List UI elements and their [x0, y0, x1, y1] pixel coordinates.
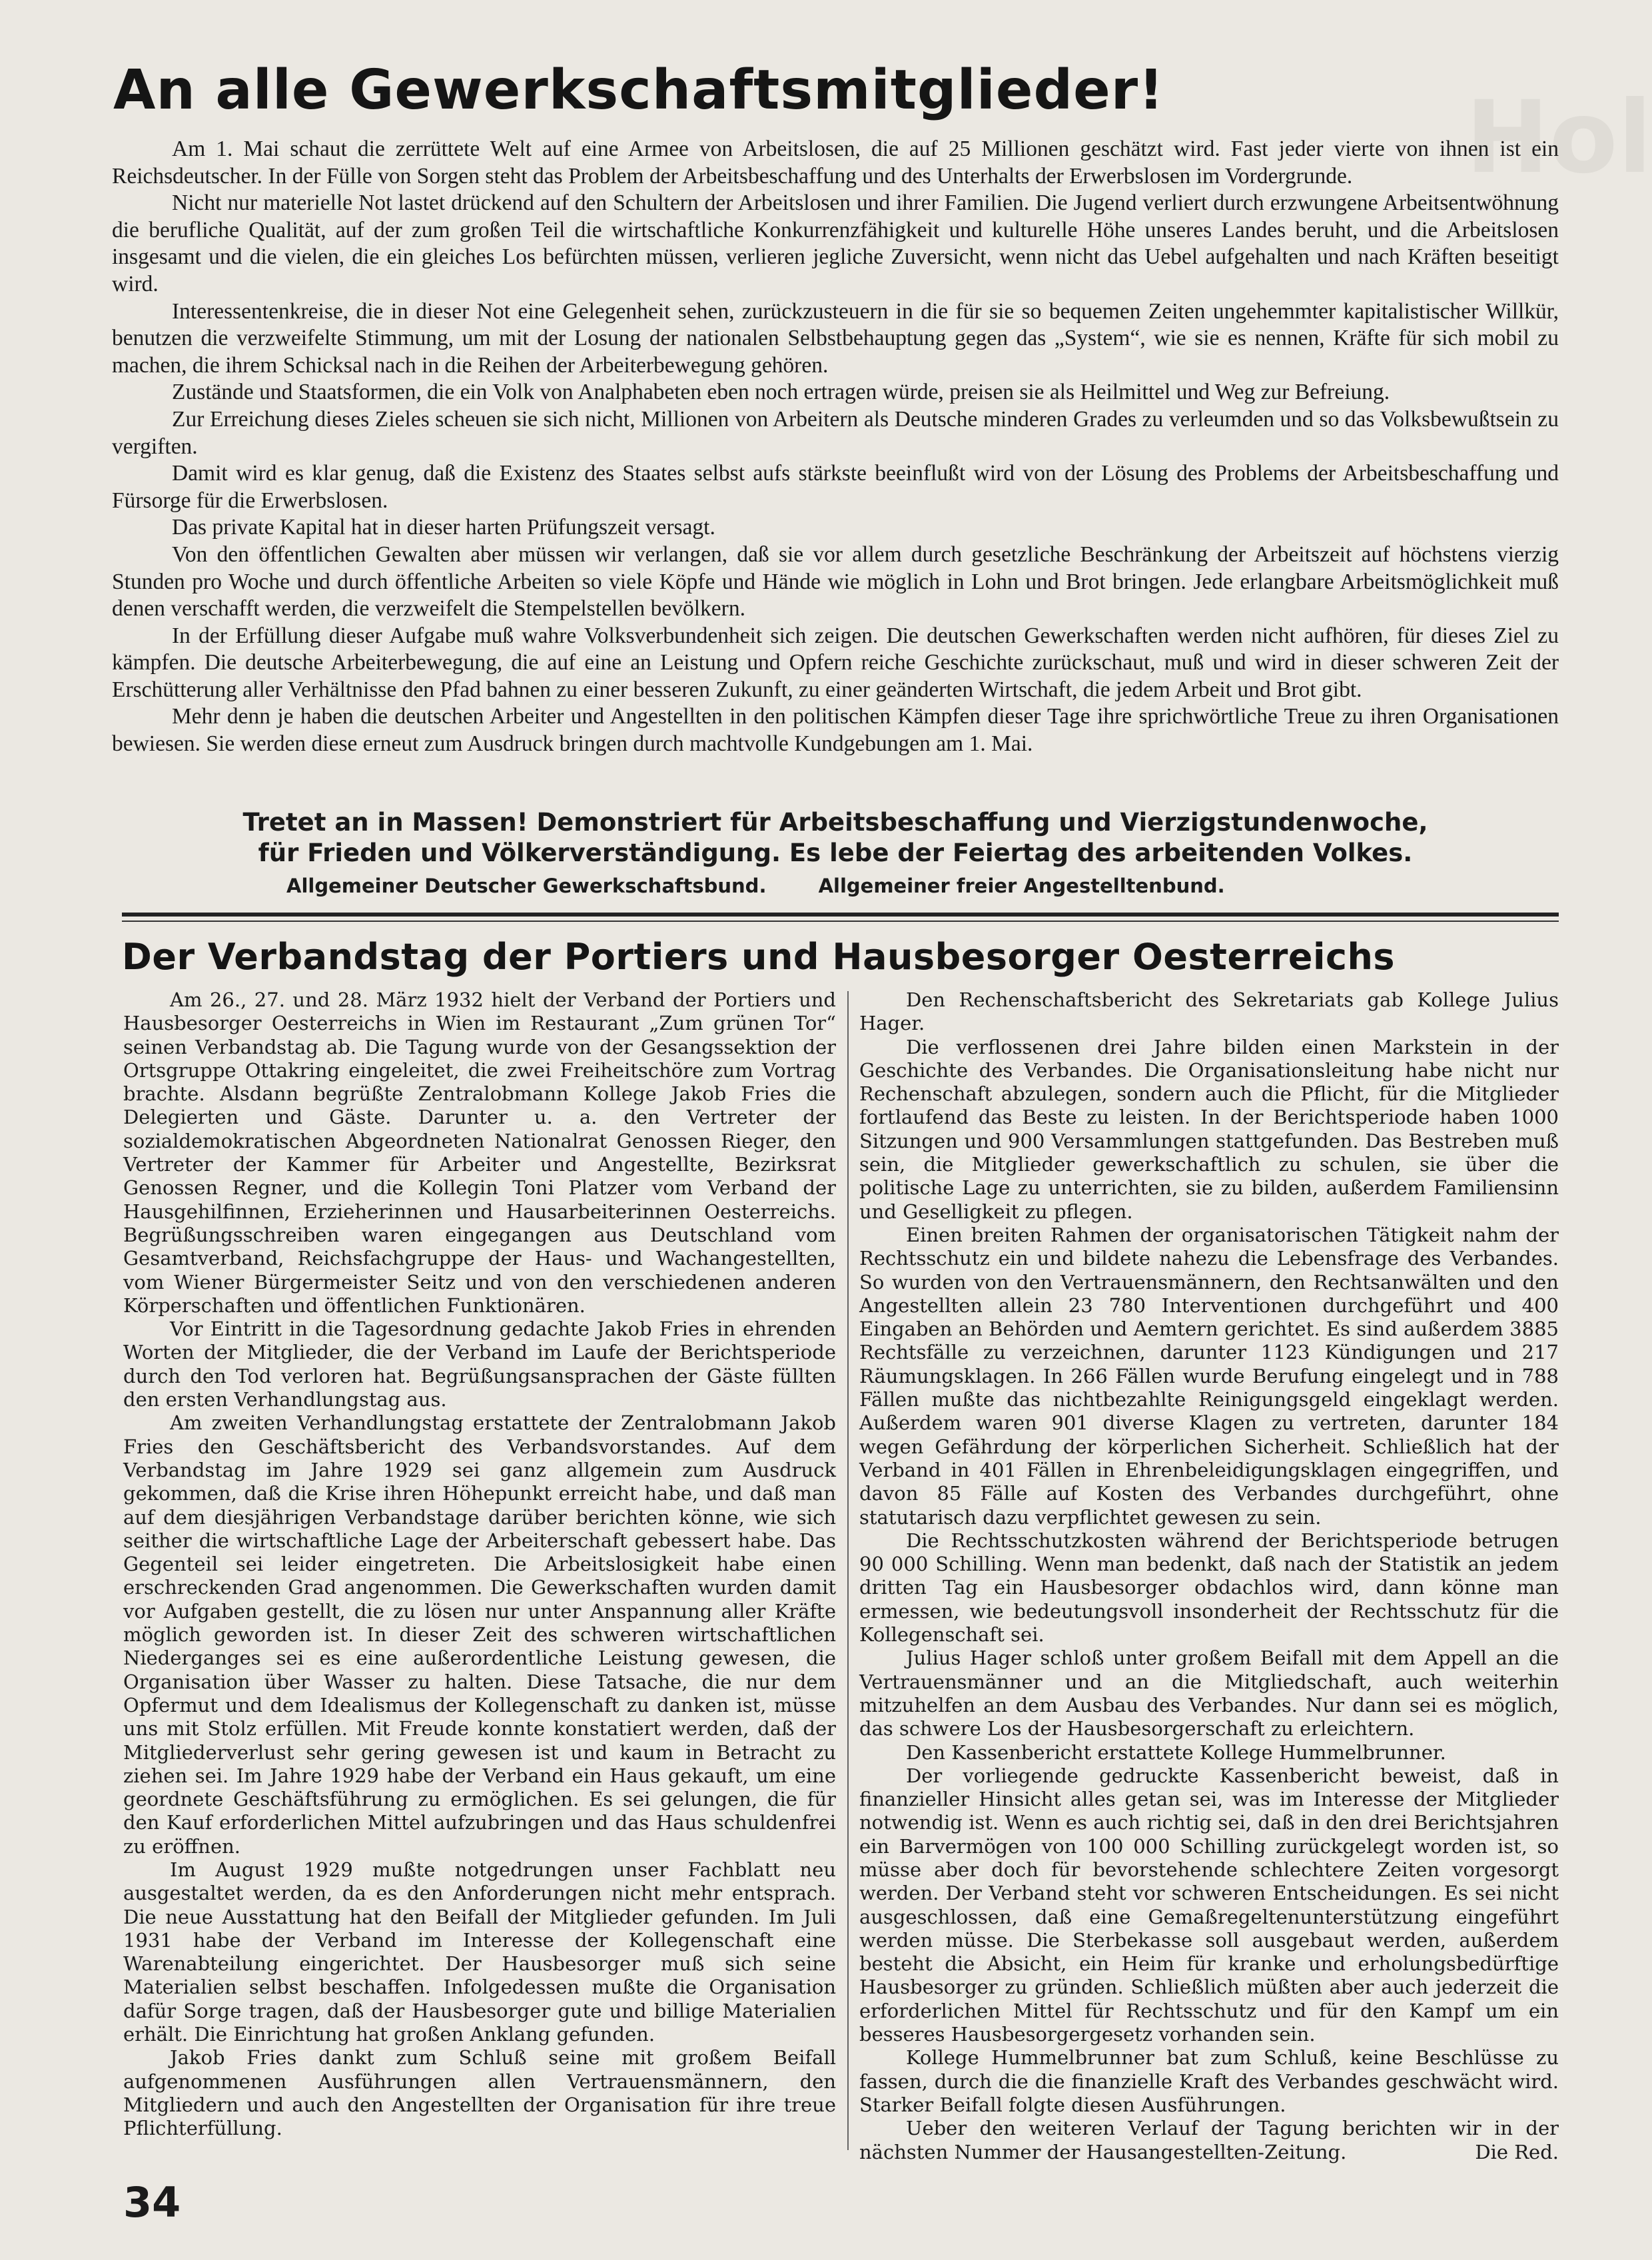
report-paragraph-closing [859, 2117, 1559, 2164]
appeal-paragraph: Nicht nur materielle Not lastet drückend auf den Schultern der Arbeitslosen und ihrer Familien. Die Jugend verliert durch erzwungene Arbeitsentwöhnung die berufliche Qualität, auf der zum großen Teil die wirtschaftliche Konkurrenzfähigkeit und kulturelle Höhe unseres Landes beruht, und die Arbeitslosen insgesamt und die vielen, die ein gleiches Los befürchten müssen, verlieren jegliche Zuversicht, wenn nicht das Uebel aufgehalten und nach Kräften beseitigt wird. [112, 190, 1559, 296]
page-number: 34 [123, 2178, 181, 2227]
article-headline: An alle Gewerkschaftsmitglieder! [113, 59, 1164, 122]
report-paragraph: Am zweiten Verhandlungstag erstattete der Zentralobmann Jakob Fries den Geschäftsbericht des Verbandsvorstandes. Auf dem Verbandstag im Jahre 1929 sei ganz allgemein zum Ausdruck gekommen, daß die Krise ihren Höhepunkt erreicht habe, und daß man auf dem diesjährigen Verbandstage darüber berichten könne, wie sich seither die wirtschaftliche Lage der Arbeiterschaft gebessert habe. Das Gegenteil sei leider eingetreten. Die Arbeitslosigkeit habe einen erschreckenden Grad angenommen. Die Gewerkschaften wurden damit vor Aufgaben gestellt, die zu lösen nur unter Anspannung aller Kräfte möglich geworden ist. In dieser Zeit des schweren wirtschaftlichen Niederganges sei es eine außerordentliche Leistung gewesen, die Organisation über Wasser zu halten. Diese Tatsache, die nur dem Opfermut und dem Idealismus der Kollegenschaft zu danken ist, müsse uns mit Stolz erfüllen. Mit Freude konnte konstatiert werden, daß der Mitgliederverlust sehr gering gewesen ist und kaum in Betracht zu ziehen sei. Im Jahre 1929 habe der Verband ein Haus gekauft, um eine geordnete Geschäftsführung zu ermöglichen. Es sei gelungen, die für den Kauf erforderlichen Mittel aufzubringen und das Haus schuldenfrei zu eröffnen. [123, 1411, 836, 1858]
signer-afa: Allgemeiner freier Angestelltenbund. [818, 875, 1225, 897]
closing-text: Ueber den weiteren Verlauf der Tagung berichten wir in der nächsten Nummer der Hausangestellten-Zeitung. [859, 2117, 1559, 2163]
report-paragraph: Die Rechtsschutzkosten während der Berichtsperiode betrugen 90 000 Schilling. Wenn man bedenkt, daß nach der Statistik an jedem dritten Tag ein Hausbesorger obdachlos wird, dann könne man ermessen, wie bedeutungsvoll insonderheit der Rechtsschutz für die Kollegenschaft sei. [859, 1529, 1559, 1647]
report-paragraph: Julius Hager schloß unter großem Beifall mit dem Appell an die Vertrauensmänner und an die Mitgliedschaft, auch weiterhin mitzuhelfen an dem Ausbau des Verbandes. Nur dann sei es möglich, das schwere Los der Hausbesorgerschaft zu erleichtern. [859, 1647, 1559, 1740]
editor-signature: Die Red. [1475, 2140, 1559, 2163]
report-paragraph: Einen breiten Rahmen der organisatorischen Tätigkeit nahm der Rechtsschutz ein und bildete nahezu die Lebensfrage des Verbandes. So wurden von den Vertrauensmännern, den Rechtsanwälten und den Angestellten allein 23 780 Interventionen durchgeführt und 400 Eingaben an Behörden und Aemtern gerichtet. Es sind außerdem 3885 Rechtsfälle zu verzeichnen, darunter 1123 Kündigungen und 217 Räumungsklagen. In 266 Fällen wurde Berufung eingelegt und in 788 Fällen mußte das nichtbezahlte Reinigungsgeld eingeklagt werden. Außerdem waren 901 diverse Klagen zu vertreten, darunter 184 wegen Gefährdung der körperlichen Sicherheit. Schließlich hat der Verband in 401 Fällen in Ehrenbeleidigungsklagen eingegriffen, und davon 85 Fälle auf Kosten des Verbandes durchgeführt, ohne statutarisch dazu verpflichtet gewesen zu sein. [859, 1223, 1559, 1529]
appeal-paragraph: Von den öffentlichen Gewalten aber müssen wir verlangen, daß sie vor allem durch gesetzliche Beschränkung der Arbeitszeit auf höchstens vierzig Stunden pro Woche und durch öffentliche Arbeiten so viele Köpfe und Hände wie möglich in Lohn und Brot bringen. Jede erlangbare Arbeitsmöglichkeit muß denen verschafft werden, die verzweifelt die Stempelstellen bevölkern. [112, 542, 1559, 621]
column-divider [847, 991, 849, 2150]
report-paragraph: Die verflossenen drei Jahre bilden einen Markstein in der Geschichte des Verbandes. Die Organisationsleitung habe nicht nur Rechenschaft abzulegen, sondern auch die Pflicht, für die Mitglieder fortlaufend das Beste zu leisten. In der Berichtsperiode haben 1000 Sitzungen und 900 Versammlungen stattgefunden. Das Bestreben muß sein, die Mitglieder gewerkschaftlich zu schulen, sie über die politische Lage zu unterrichten, sie zu bilden, außerdem Familiensinn und Geselligkeit zu pflegen. [859, 1035, 1559, 1223]
report-paragraph: Der vorliegende gedruckte Kassenbericht beweist, daß in finanzieller Hinsicht alles getan sei, was im Interesse der Mitglieder notwendig ist. Wenn es auch richtig sei, daß in den drei Berichtsjahren ein Barvermögen von 100 000 Schilling zurückgelegt worden ist, so müsse aber doch für bevorstehende schlechtere Zeiten vorgesorgt werden. Der Verband steht vor schweren Entscheidungen. Es sei nicht ausgeschlossen, daß eine Gemaßregeltenunterstützung eingeführt werden müsse. Die Sterbekasse soll ausgebaut werden, außerdem besteht die Absicht, ein Heim für kranke und erholungsbedürftige Hausbesorger zu gründen. Schließlich müßten aber auch jederzeit die erforderlichen Mittel für Rechtsschutz und für den Kampf um ein besseres Hausbesorgergesetz vorhanden sein. [859, 1764, 1559, 2046]
section-divider-thin [122, 921, 1559, 922]
appeal-paragraph: Das private Kapital hat in dieser harten Prüfungszeit versagt. [172, 515, 715, 540]
report-left-column [123, 988, 836, 2141]
show-through-text: Hol [1465, 80, 1652, 196]
report-paragraph: Vor Eintritt in die Tagesordnung gedachte Jakob Fries in ehrenden Worten der Mitglieder, die der Verband im Laufe der Berichtsperiode durch den Tod verloren hat. Begrüßungsansprachen der Gäste füllten den ersten Verhandlungstag aus. [123, 1318, 836, 1411]
appeal-paragraph: Mehr denn je haben die deutschen Arbeiter und Angestellten in den politischen Kämpfen dieser Tage ihre sprichwörtliche Treue zu ihren Organisationen bewiesen. Sie werden diese erneut zum Ausdruck bringen durch machtvolle Kundgebungen am 1. Mai. [112, 704, 1559, 757]
appeal-paragraph: Am 1. Mai schaut die zerrüttete Welt auf eine Armee von Arbeitslosen, die auf 25 Millionen geschätzt wird. Fast jeder vierte von ihnen ist ein Reichsdeutscher. In der Fülle von Sorgen steht das Problem der Arbeitsbeschaffung und des Unterhalts der Erwerbslosen im Vordergrunde. [112, 137, 1559, 188]
appeal-paragraph: Zur Erreichung dieses Zieles scheuen sie sich nicht, Millionen von Arbeitern als Deutsche minderen Grades zu verleumden und so das Volksbewußtsein zu vergiften. [112, 406, 1559, 459]
report-headline: Der Verbandstag der Portiers und Hausbesorger Oesterreichs [122, 936, 1396, 978]
report-paragraph: Im August 1929 mußte notgedrungen unser Fachblatt neu ausgestaltet werden, da es den Anforderungen nicht mehr entsprach. Die neue Ausstattung hat den Beifall der Mitglieder gefunden. Im Juli 1931 habe der Verband im Interesse der Kollegenschaft eine Warenabteilung eingerichtet. Der Hausbesorger muß sich seine Materialien selbst beschaffen. Infolgedessen mußte die Organisation dafür Sorge tragen, daß der Hausbesorger gute und billige Materialien erhält. Die Einrichtung hat großen Anklang gefunden. [123, 1858, 836, 2046]
report-right-column [859, 988, 1559, 2164]
appeal-body [112, 136, 1559, 758]
signer-adgb: Allgemeiner Deutscher Gewerkschaftsbund. [286, 875, 767, 897]
appeal-paragraph: Interessentenkreise, die in dieser Not eine Gelegenheit sehen, zurückzusteuern in die für sie so bequemen Zeiten ungehemmter kapitalistischer Willkür, benutzen die verzweifelte Stimmung, um mit der Losung der nationalen Selbstbehauptung gegen das „System“, wie sie es nennen, Kräfte für sich mobil zu machen, die ihrem Schicksal nach in die Reihen der Arbeiterbewegung gehören. [112, 298, 1559, 378]
section-divider-thick [122, 913, 1559, 917]
report-paragraph: Den Rechenschaftsbericht des Sekretariats gab Kollege Julius Hager. [859, 988, 1559, 1035]
slogan-line-2: für Frieden und Völkerverständigung. Es lebe der Feiertag des arbeitenden Volkes. [258, 839, 1413, 867]
appeal-paragraph: Zustände und Staatsformen, die ein Volk von Analphabeten eben noch ertragen würde, preisen sie als Heilmittel und Weg zur Befreiung. [172, 380, 1390, 405]
appeal-paragraph: Damit wird es klar genug, daß die Existenz des Staates selbst aufs stärkste beeinflußt wird von der Lösung des Problems der Arbeitsbeschaffung und Fürsorge für die Erwerbslosen. [112, 461, 1559, 513]
report-paragraph: Den Kassenbericht erstattete Kollege Hummelbrunner. [906, 1740, 1446, 1764]
report-paragraph: Jakob Fries dankt zum Schluß seine mit großem Beifall aufgenommenen Ausführungen allen Vertrauensmännern, den Mitgliedern und auch den Angestellten der Organisation für ihre treue Pflichterfüllung. [123, 2046, 836, 2140]
appeal-paragraph: In der Erfüllung dieser Aufgabe muß wahre Volksverbundenheit sich zeigen. Die deutschen Gewerkschaften werden nicht aufhören, für dieses Ziel zu kämpfen. Die deutsche Arbeiterbewegung, die auf eine an Leistung und Opfern reiche Geschichte zurückschaut, muß und wird in dieser schweren Zeit der Erschütterung aller Verhältnisse den Pfad bahnen zu einer besseren Zukunft, zu einer geänderten Wirtschaft, die jedem Arbeit und Brot gibt. [112, 623, 1559, 702]
slogan-line-1: Tretet an in Massen! Demonstriert für Arbeitsbeschaffung und Vierzigstundenwoche, [242, 808, 1428, 837]
signers [286, 875, 1270, 897]
report-paragraph: Kollege Hummelbrunner bat zum Schluß, keine Beschlüsse zu fassen, durch die die finanzielle Kraft des Verbandes geschwächt wird. Starker Beifall folgte diesen Ausführungen. [859, 2046, 1559, 2116]
report-paragraph: Am 26., 27. und 28. März 1932 hielt der Verband der Portiers und Hausbesorger Oesterreichs in Wien im Restaurant „Zum grünen Tor“ seinen Verbandstag ab. Die Tagung wurde von der Gesangssektion der Ortsgruppe Ottakring eingeleitet, die zwei Freiheitschöre zum Vortrag brachte. Alsdann begrüßte Zentralobmann Kollege Jakob Fries die Delegierten und Gäste. Darunter u. a. den Vertreter der sozialdemokratischen Abgeordneten Nationalrat Genossen Rieger, den Vertreter der Kammer für Arbeiter und Angestellte, Bezirksrat Genossen Regner, und die Kollegin Toni Platzer vom Verband der Hausgehilfinnen, Erzieherinnen und Hausarbeiterinnen Oesterreichs. Begrüßungsschreiben waren eingegangen aus Deutschland vom Gesamtverband, Reichsfachgruppe der Haus- und Wachangestellten, vom Wiener Bürgermeister Seitz und von den verschiedenen anderen Körperschaften und öffentlichen Funktionären. [123, 988, 836, 1317]
